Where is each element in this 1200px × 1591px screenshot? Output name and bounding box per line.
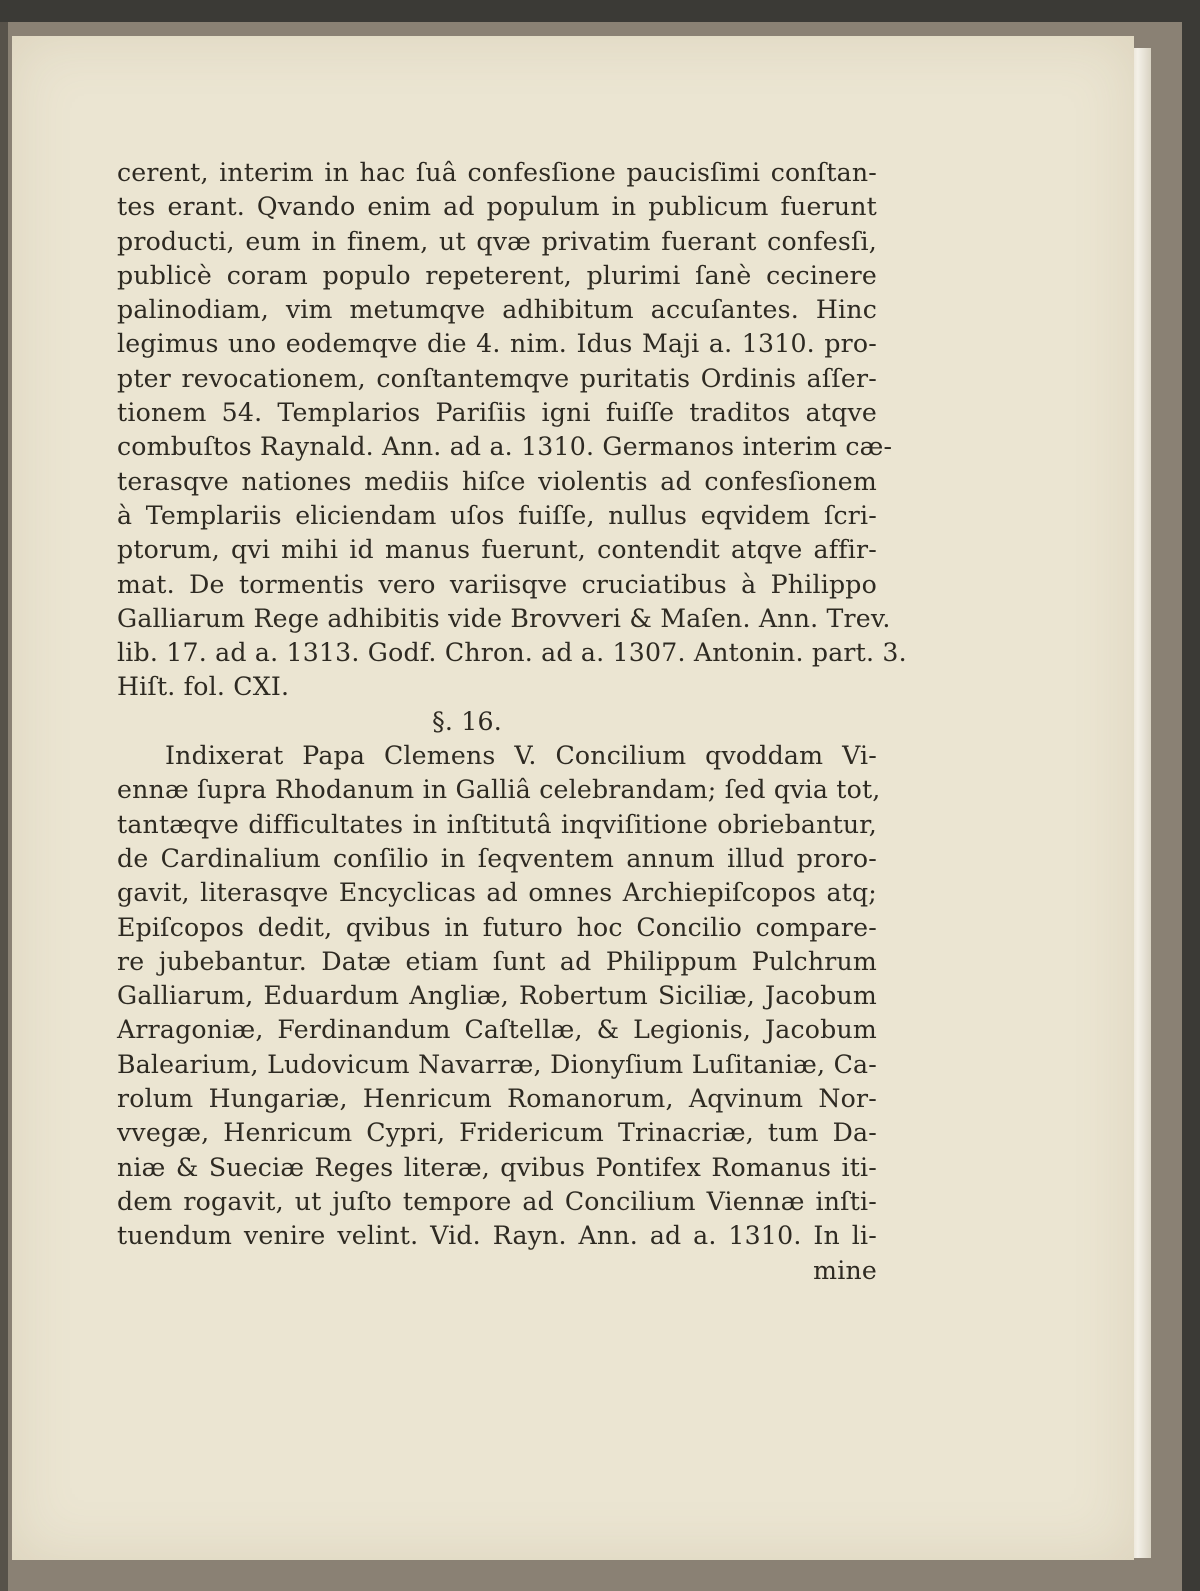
- text-line: ptorum, qvi mihi id manus fuerunt, contendit atqve affir-: [117, 535, 877, 565]
- book-page: [12, 36, 1134, 1560]
- text-line: palinodiam, vim metumqve adhibitum accuſantes. Hinc: [117, 295, 877, 325]
- text-line: producti, eum in finem, ut qvæ privatim fuerant confesſi,: [117, 226, 877, 256]
- text-line: mat. De tormentis vero variisqve cruciatibus à Philippo: [117, 569, 877, 599]
- text-line: dem rogavit, ut juſto tempore ad Concilium Viennæ inſti-: [117, 1186, 877, 1216]
- text-line: Indixerat Papa Clemens V. Concilium qvoddam Vi-: [165, 741, 877, 771]
- text-line: vvegæ, Henricum Cypri, Fridericum Trinacriæ, tum Da-: [117, 1118, 877, 1148]
- text-line: terasqve nationes mediis hiſce violentis ad confesſionem: [117, 466, 877, 496]
- text-line: pter revocationem, conſtantemqve puritatis Ordinis aſſer-: [117, 363, 877, 393]
- text-line: tuendum venire velint. Vid. Rayn. Ann. ad a. 1310. In li-: [117, 1221, 877, 1251]
- text-line: Hiſt. fol. CXI.: [117, 672, 290, 702]
- text-line: cerent, interim in hac ſuâ confesſione paucisſimi conſtan-: [117, 158, 877, 187]
- text-line: gavit, literasqve Encyclicas ad omnes Archiepiſcopos atq;: [117, 878, 877, 908]
- text-line: combuſtos Raynald. Ann. ad a. 1310. Germanos interim cæ-: [117, 432, 893, 462]
- text-line: lib. 17. ad a. 1313. Godf. Chron. ad a. 1307. Antonin. part. 3.: [117, 638, 907, 668]
- text-line: tantæqve difficultates in inſtitutâ inqviſitione obriebantur,: [117, 809, 877, 839]
- text-line: de Cardinalium conſilio in ſeqventem annum illud proro-: [117, 843, 877, 873]
- text-line: tionem 54. Templarios Pariſiis igni fuiſſe traditos atqve: [117, 398, 877, 428]
- text-line: Epiſcopos dedit, qvibus in futuro hoc Concilio compare-: [117, 912, 877, 942]
- text-line: Balearium, Ludovicum Navarræ, Dionyſium Luſitaniæ, Ca-: [117, 1049, 877, 1079]
- catchword: mine: [813, 1255, 877, 1285]
- text-line: rolum Hungariæ, Henricum Romanorum, Aqvinum Nor-: [117, 1084, 877, 1114]
- text-line: Galliarum Rege adhibitis vide Brovveri & Maſen. Ann. Trev.: [117, 603, 891, 633]
- text-line: re jubebantur. Datæ etiam ſunt ad Philippum Pulchrum: [117, 946, 877, 976]
- text-line: Arragoniæ, Ferdinandum Caſtellæ, & Legionis, Jacobum: [117, 1015, 877, 1045]
- text-line: legimus uno eodemqve die 4. nim. Idus Maji a. 1310. pro-: [117, 329, 877, 359]
- text-line: tes erant. Qvando enim ad populum in publicum fuerunt: [117, 192, 877, 222]
- page-text-block: [117, 156, 907, 1288]
- section-heading: §. 16.: [432, 706, 502, 736]
- text-line: à Templariis eliciendam uſos fuiſſe, nullus eqvidem ſcri-: [117, 500, 877, 530]
- text-line: Galliarum, Eduardum Angliæ, Robertum Siciliæ, Jacobum: [117, 981, 877, 1011]
- text-line: niæ & Sueciæ Reges literæ, qvibus Pontifex Romanus iti-: [117, 1152, 877, 1182]
- text-line: publicè coram populo repeterent, plurimi ſanè cecinere: [117, 260, 877, 290]
- text-line: ennæ ſupra Rhodanum in Galliâ celebrandam; ſed qvia tot,: [117, 775, 881, 805]
